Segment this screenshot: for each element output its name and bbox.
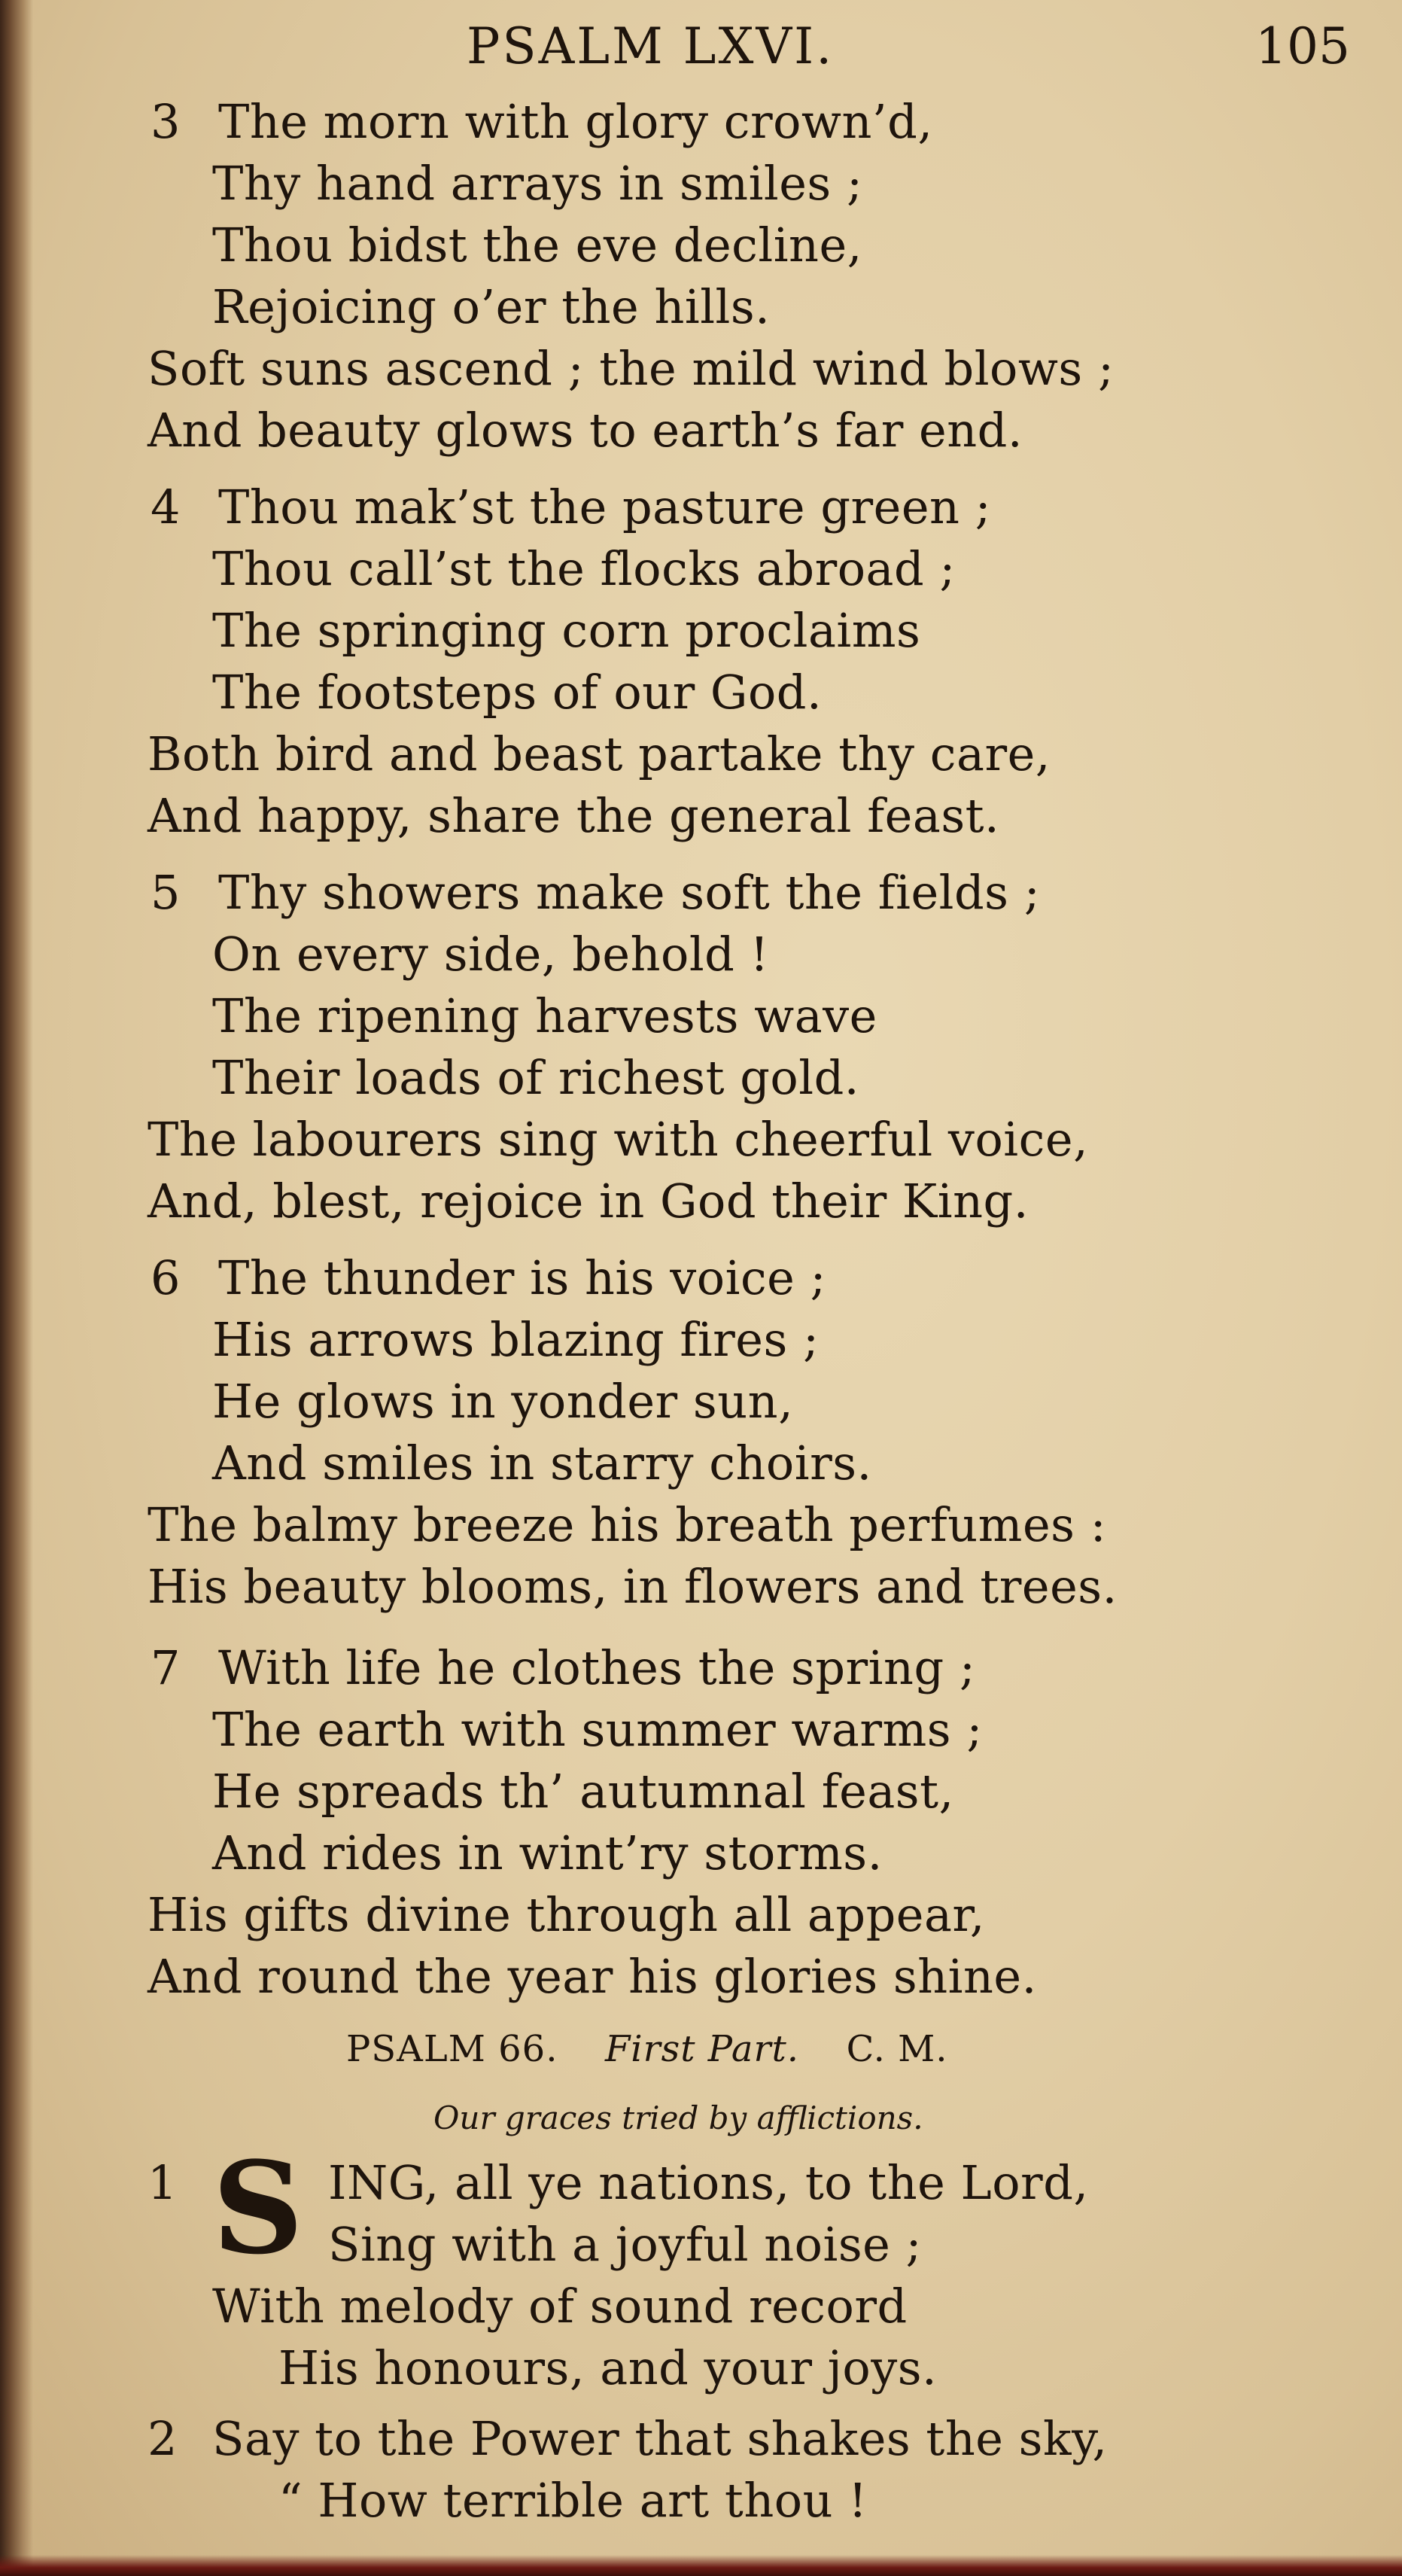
verse-line: The morn with glory crown’d, — [218, 94, 933, 149]
psalm-label: PSALM 66. — [346, 2028, 558, 2070]
section-subtitle: Our graces tried by afflictions. — [433, 2099, 923, 2136]
verse-line: And smiles in starry choirs. — [212, 1436, 872, 1490]
section-heading — [346, 2025, 948, 2073]
verse-line: “ How terrible art thou ! — [278, 2473, 868, 2528]
verse-line: Say to the Power that shakes the sky, — [212, 2411, 1108, 2466]
verse-line: His honours, and your joys. — [278, 2340, 938, 2395]
verse-line: The springing corn proclaims — [212, 603, 921, 658]
verse-line: The earth with summer warms ; — [212, 1702, 983, 1757]
verse-line: Sing with a joyful noise ; — [328, 2217, 922, 2272]
stanza-number: 4 — [151, 480, 181, 534]
verse-line: He spreads th’ autumnal feast, — [212, 1764, 954, 1819]
verse-line: Thy hand arrays in smiles ; — [212, 156, 863, 211]
verse-line: Thou mak’st the pasture green ; — [218, 480, 992, 534]
stanza-number: 2 — [147, 2411, 178, 2466]
verse-line: His gifts divine through all appear, — [147, 1887, 985, 1942]
verse-line: The balmy breeze his breath perfumes : — [147, 1497, 1107, 1552]
drop-cap: S — [212, 2133, 304, 2282]
verse-line: And happy, share the general feast. — [147, 788, 1000, 843]
verse-line: Thy showers make soft the fields ; — [218, 865, 1041, 920]
stanza-number: 7 — [151, 1640, 181, 1695]
stanza-number: 1 — [147, 2155, 178, 2210]
verse-line: The thunder is his voice ; — [218, 1250, 826, 1305]
verse-line: Rejoicing o’er the hills. — [212, 279, 771, 334]
verse-line: The footsteps of our God. — [212, 665, 823, 720]
verse-line: He glows in yonder sun, — [212, 1374, 794, 1429]
verse-line: The labourers sing with cheerful voice, — [147, 1112, 1089, 1167]
part-label: First Part. — [605, 2028, 800, 2070]
meter-label: C. M. — [846, 2028, 948, 2070]
verse-line: Soft suns ascend ; the mild wind blows ; — [147, 341, 1115, 396]
verse-line: Their loads of richest gold. — [212, 1050, 859, 1105]
verse-line: With melody of sound record — [212, 2279, 908, 2334]
verse-line: And round the year his glories shine. — [147, 1949, 1037, 2004]
page-number: 105 — [1255, 17, 1350, 75]
verse-line: And, blest, rejoice in God their King. — [147, 1174, 1029, 1229]
verse-line: With life he clothes the spring ; — [218, 1640, 976, 1695]
verse-line: On every side, behold ! — [212, 927, 769, 982]
verse-line: And beauty glows to earth’s far end. — [147, 403, 1023, 458]
page-header — [0, 17, 1402, 77]
verse-line: Both bird and beast partake thy care, — [147, 726, 1051, 781]
stanza-number: 6 — [151, 1250, 181, 1305]
stanza-number: 5 — [151, 865, 181, 920]
verse-line: Thou call’st the flocks abroad ; — [212, 541, 956, 596]
verse-line: And rides in wint’ry storms. — [212, 1825, 883, 1880]
verse-line: His beauty blooms, in flowers and trees. — [147, 1559, 1118, 1614]
verse-line: Thou bidst the eve decline, — [212, 218, 862, 273]
running-title: PSALM LXVI. — [467, 17, 835, 75]
verse-line: The ripening harvests wave — [212, 988, 877, 1043]
verse-line: ING, all ye nations, to the Lord, — [328, 2155, 1089, 2210]
stanza-number: 3 — [151, 94, 181, 149]
verse-line: His arrows blazing fires ; — [212, 1312, 820, 1367]
